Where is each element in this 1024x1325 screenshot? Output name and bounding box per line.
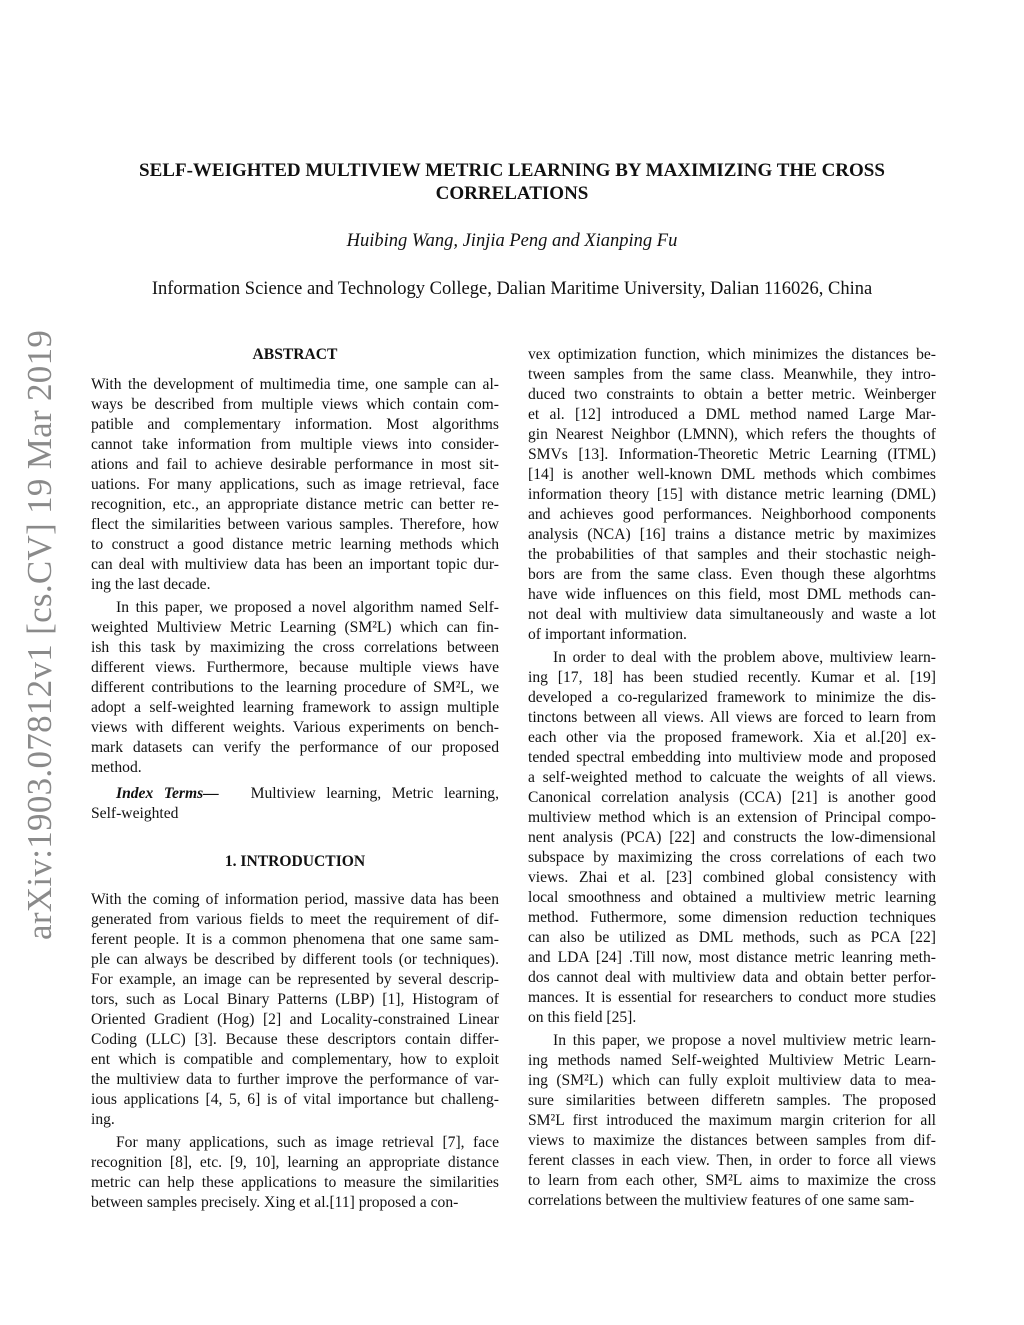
text-line: In this paper, we propose a novel multiview metric learn- (553, 1032, 936, 1049)
text-line: vex optimization function, which minimizes the distances be- (528, 346, 936, 363)
abstract-heading: ABSTRACT (252, 346, 338, 363)
text-line: Coding (LLC) [3]. Because these descriptors contain differ- (91, 1031, 499, 1048)
text-line: For many applications, such as image retrieval [7], face (116, 1134, 499, 1151)
text-line: duced two constraints to obtain a better metric. Weinberger (528, 386, 936, 403)
text-line: tended spectral embedding into multiview mode and proposed (528, 749, 936, 766)
text-line: generated from various fields to meet the requirement of dif- (91, 911, 499, 928)
text-line: ferent classes in each view. Then, in order to force all views (528, 1152, 936, 1169)
text-line: Oriented Gradient (Hog) [2] and Locality-constrained Linear (91, 1011, 499, 1028)
introduction-body (91, 890, 499, 1213)
title-line: CORRELATIONS (435, 183, 589, 204)
text-line: not deal with multiview data simultaneously and waste a lot (528, 606, 936, 623)
text-line: patible and complementary information. Most algorithms (91, 416, 499, 433)
text-line: views with different weights. Various experiments on bench- (91, 719, 499, 736)
text-line: For example, an image can be represented by several descrip- (91, 971, 499, 988)
text-line: ations and fail to achieve desirable performance in most sit- (91, 456, 499, 473)
text-line: SM²L first introduced the maximum margin criterion for all (528, 1112, 936, 1129)
index-terms-label: Index Terms— (116, 785, 219, 802)
text-line: With the coming of information period, massive data has been (91, 891, 499, 908)
text-line: SMVs [13]. Information-Theoretic Metric Learning (ITML) (528, 446, 936, 463)
introduction-body-continued (528, 345, 936, 1211)
text-line: tinctons between all views. All views are forced to learn from (528, 709, 936, 726)
text-line: In order to deal with the problem above, multiview learn- (553, 649, 936, 666)
introduction-heading: 1. INTRODUCTION (224, 853, 366, 870)
text-line: ferent people. It is a common phenomena that one same sam- (91, 931, 499, 948)
text-line: method. (91, 759, 142, 776)
text-line: gin Nearest Neighbor (LMNN), which refers the thoughts of (528, 426, 936, 443)
text-line: can also be utilized as DML methods, such as PCA [22] (528, 929, 936, 946)
paragraph (91, 598, 499, 778)
text-line: recognition, etc., an appropriate distance metric can better re- (91, 496, 499, 513)
text-line: [14] is another well-known DML methods which combimes (528, 466, 936, 483)
text-line: adopt a self-weighted learning framework to assign multiple (91, 699, 499, 716)
text-line: ing [17, 18] has been studied recently. Kumar et al. [19] (528, 669, 936, 686)
text-line: mark datasets can verify the performance of our proposed (91, 739, 499, 756)
paragraph (91, 375, 499, 595)
text-line: Canonical correlation analysis (CCA) [21] is another good (528, 789, 936, 806)
text-line: tors, such as Local Binary Patterns (LBP) [1], Histogram of (91, 991, 499, 1008)
text-line: et al. [12] introduced a DML method named Large Mar- (528, 406, 936, 423)
index-terms-text: Self-weighted (91, 805, 179, 822)
text-line: on this field [25]. (528, 1009, 637, 1026)
right-column (528, 345, 936, 1214)
text-line: correlations between the multiview features of one same sam- (528, 1192, 915, 1209)
text-line: flect the similarities between various samples. Therefore, how (91, 516, 499, 533)
text-line: the multiview data to further improve the performance of var- (91, 1071, 499, 1088)
paragraph (528, 648, 936, 1028)
text-line: to learn from each other, SM²L aims to maximize the cross (528, 1172, 936, 1189)
text-line: method. Futhermore, some dimension reduction techniques (528, 909, 936, 926)
text-line: tween samples from the same class. Meanwhile, they intro- (528, 366, 936, 383)
text-line: weighted Multiview Metric Learning (SM²L) which can fin- (91, 619, 499, 636)
text-line: can deal with multiview data has been an important topic dur- (91, 556, 499, 573)
text-line: and LDA [24] .Till now, most distance metric leanring meth- (528, 949, 936, 966)
text-line: information theory [15] with distance metric learning (DML) (528, 486, 936, 503)
text-line: views. Zhai et al. [23] combined global consistency with (528, 869, 936, 886)
index-terms (91, 784, 499, 824)
text-line: recognition [8], etc. [9, 10], learning an appropriate distance (91, 1154, 499, 1171)
text-line: sure similarities between differetn samples. The proposed (528, 1092, 936, 1109)
text-line: With the development of multimedia time, one sample can al- (91, 376, 499, 393)
text-line: a self-weighted method to calcuate the weights of all views. (528, 769, 936, 786)
text-line: cannot take information from multiple views into consider- (91, 436, 499, 453)
paragraph (91, 890, 499, 1130)
text-line: analysis (NCA) [16] trains a distance metric by maximizes (528, 526, 936, 543)
text-line: different contributions to the learning procedure of SM²L, we (91, 679, 499, 696)
text-line: views to maximize the distances between samples from dif- (528, 1132, 936, 1149)
paragraph (528, 345, 936, 645)
text-line: ing. (91, 1111, 115, 1128)
paper-title (0, 159, 1024, 205)
index-terms-text: Multiview learning, Metric learning, (250, 785, 499, 802)
text-line: different views. Furthermore, because multiple views have (91, 659, 499, 676)
text-line: ent which is compatible and complementary, how to exploit (91, 1051, 499, 1068)
text-line: multiview method which is an extension of Principal compo- (528, 809, 936, 826)
paragraph (528, 1031, 936, 1211)
text-line: nent analysis (PCA) [22] and constructs the low-dimensional (528, 829, 936, 846)
text-line: subspace by maximizing the cross correlations of each two (528, 849, 936, 866)
text-line: ious applications [4, 5, 6] is of vital importance but challeng- (91, 1091, 499, 1108)
text-line: local smoothness and obtained a multiview metric learning (528, 889, 936, 906)
text-line: and achieves good performances. Neighborhood components (528, 506, 936, 523)
left-column (91, 345, 499, 1216)
text-line: ple can always be described by different tools (or techniques). (91, 951, 499, 968)
text-line: the probabilities of that samples and their stochastic neigh- (528, 546, 936, 563)
text-line: ing the last decade. (91, 576, 211, 593)
text-line: ing (SM²L) which can fully exploit multiview data to mea- (528, 1072, 936, 1089)
text-line: ish this task by maximizing the cross correlations between (91, 639, 499, 656)
text-line: to construct a good distance metric learning methods which (91, 536, 499, 553)
text-line: dos cannot deal with multiview data and obtain better perfor- (528, 969, 936, 986)
arxiv-identifier: arXiv:1903.07812v1 [cs.CV] 19 Mar 2019 (20, 329, 59, 940)
paragraph (91, 1133, 499, 1213)
text-line: developed a co-regularized framework to minimize the dis- (528, 689, 936, 706)
text-line: ing methods named Self-weighted Multiview Metric Learn- (528, 1052, 936, 1069)
affiliation: Information Science and Technology College, Dalian Maritime University, Dalian 116026, China (151, 279, 873, 299)
abstract-body (91, 375, 499, 778)
text-line: mances. It is essential for researchers to conduct more studies (528, 989, 936, 1006)
text-line: metric can help these applications to measure the similarities (91, 1174, 499, 1191)
text-line: ways be described from multiple views which contain com- (91, 396, 499, 413)
text-line: bors are from the same class. Even though these algorhtms (528, 566, 936, 583)
text-line: each other via the proposed framework. Xia et al.[20] ex- (528, 729, 936, 746)
text-line: have wide influences on this field, most DML methods can- (528, 586, 936, 603)
title-line: SELF-WEIGHTED MULTIVIEW METRIC LEARNING BY MAXIMIZING THE CROSS (139, 160, 885, 181)
authors: Huibing Wang, Jinjia Peng and Xianping Fu (346, 231, 678, 251)
text-line: uations. For many applications, such as image retrieval, face (91, 476, 499, 493)
text-line: of important information. (528, 626, 687, 643)
text-line: between samples precisely. Xing et al.[11] proposed a con- (91, 1194, 459, 1211)
text-line: In this paper, we proposed a novel algorithm named Self- (116, 599, 499, 616)
